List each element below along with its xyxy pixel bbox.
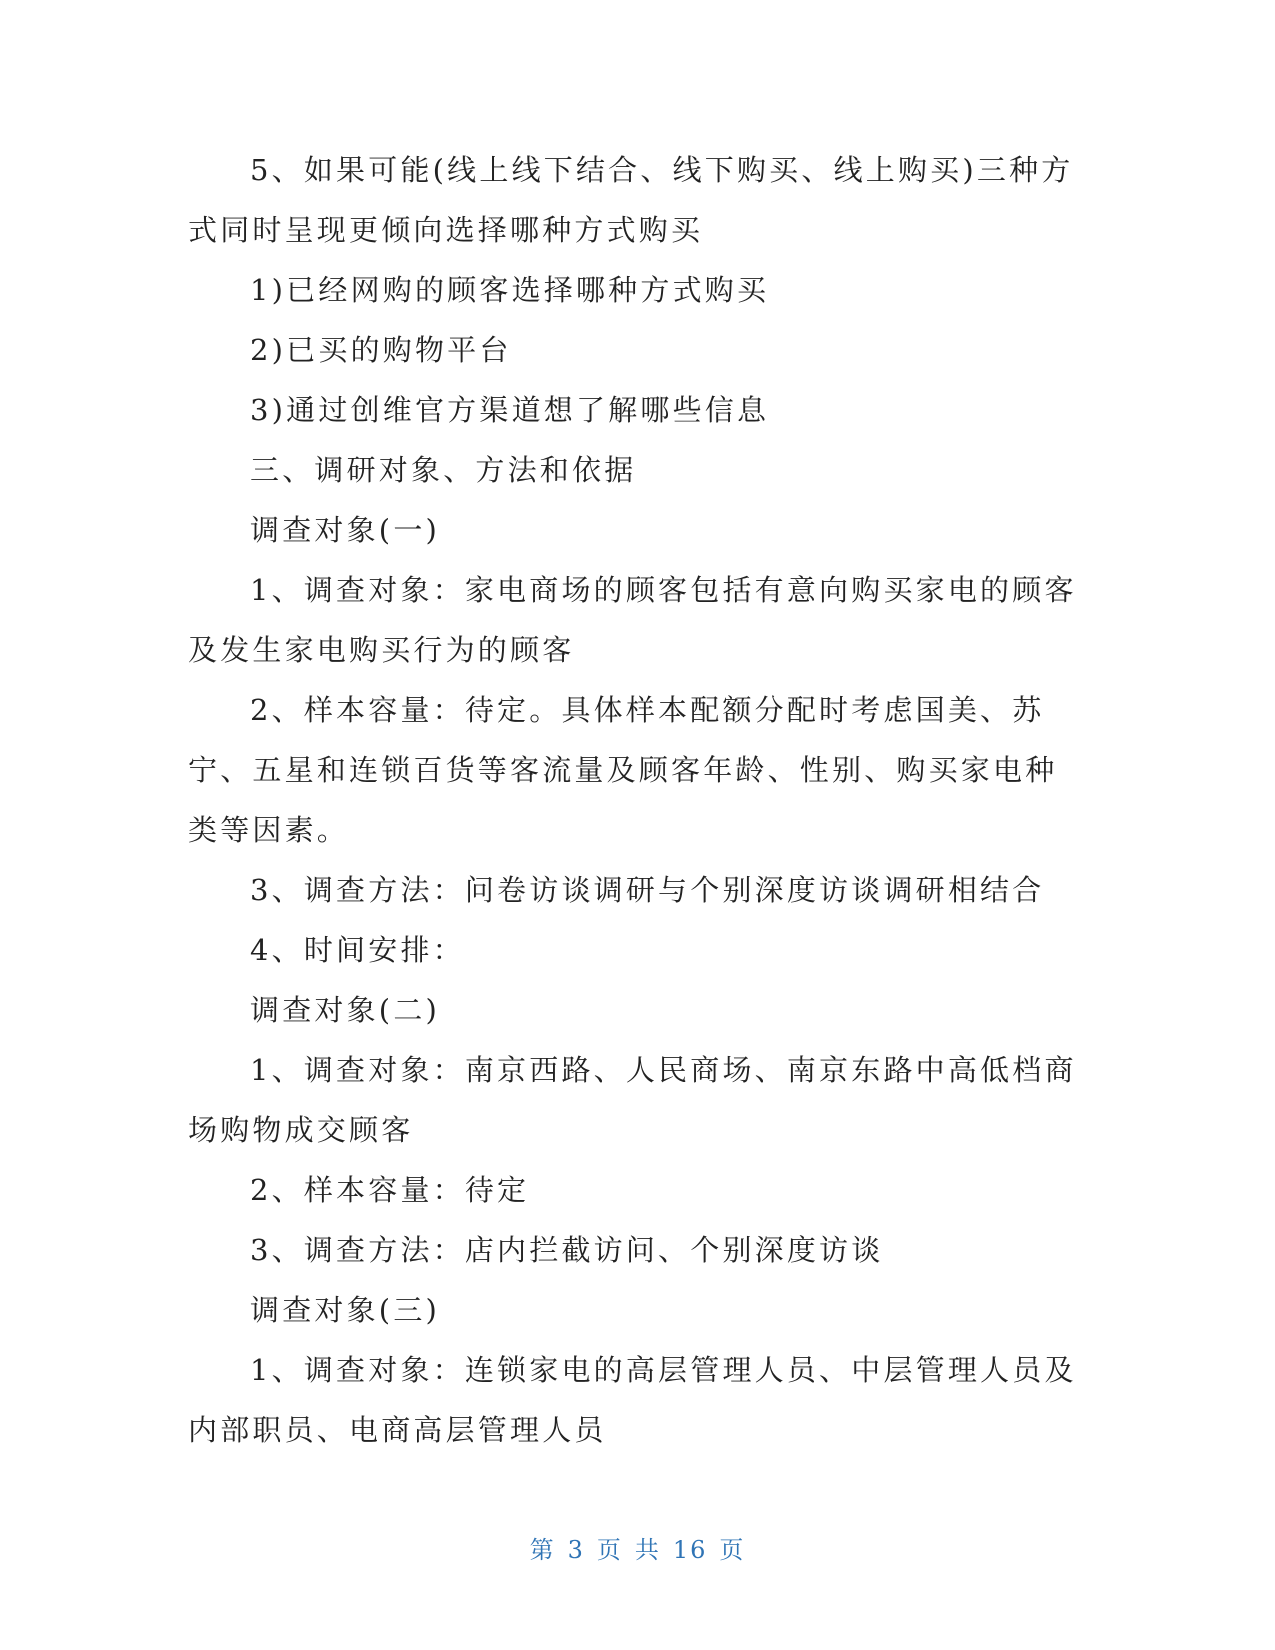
paragraph: 5、如果可能(线上线下结合、线下购买、线上购买)三种方式同时呈现更倾向选择哪种方式购买 — [188, 153, 1074, 247]
footer-label-mid: 页 — [596, 1536, 623, 1564]
paragraph: 3、调查方法：店内拦截访问、个别深度访谈 — [250, 1233, 884, 1267]
paragraph: 1、调查对象：连锁家电的高层管理人员、中层管理人员及内部职员、电商高层管理人员 — [188, 1353, 1077, 1447]
paragraph: 3、调查方法：问卷访谈调研与个别深度访谈调研相结合 — [250, 873, 1045, 907]
document-body — [188, 140, 1088, 1460]
subsection-heading: 调查对象(二) — [250, 993, 441, 1027]
current-page-number: 3 — [567, 1536, 585, 1564]
footer-label-prefix: 第 — [529, 1536, 556, 1564]
footer-total-prefix: 共 — [634, 1536, 661, 1564]
paragraph: 2、样本容量：待定 — [250, 1173, 530, 1207]
footer-label-suffix: 页 — [719, 1536, 746, 1564]
subsection-heading: 调查对象(一) — [250, 513, 441, 547]
paragraph: 2)已买的购物平台 — [250, 333, 512, 367]
paragraph: 3)通过创维官方渠道想了解哪些信息 — [250, 393, 770, 427]
paragraph: 2、样本容量：待定。具体样本配额分配时考虑国美、苏宁、五星和连锁百货等客流量及顾客年龄、性别、购买家电种类等因素。 — [188, 693, 1058, 847]
page-footer — [0, 1530, 1275, 1565]
total-pages-number: 16 — [672, 1536, 708, 1564]
paragraph: 1)已经网购的顾客选择哪种方式购买 — [250, 273, 770, 307]
subsection-heading: 调查对象(三) — [250, 1293, 441, 1327]
paragraph: 1、调查对象：家电商场的顾客包括有意向购买家电的顾客及发生家电购买行为的顾客 — [188, 573, 1077, 667]
paragraph: 1、调查对象：南京西路、人民商场、南京东路中高低档商场购物成交顾客 — [188, 1053, 1077, 1147]
paragraph: 4、时间安排： — [250, 933, 465, 967]
section-heading: 三、调研对象、方法和依据 — [250, 453, 637, 487]
